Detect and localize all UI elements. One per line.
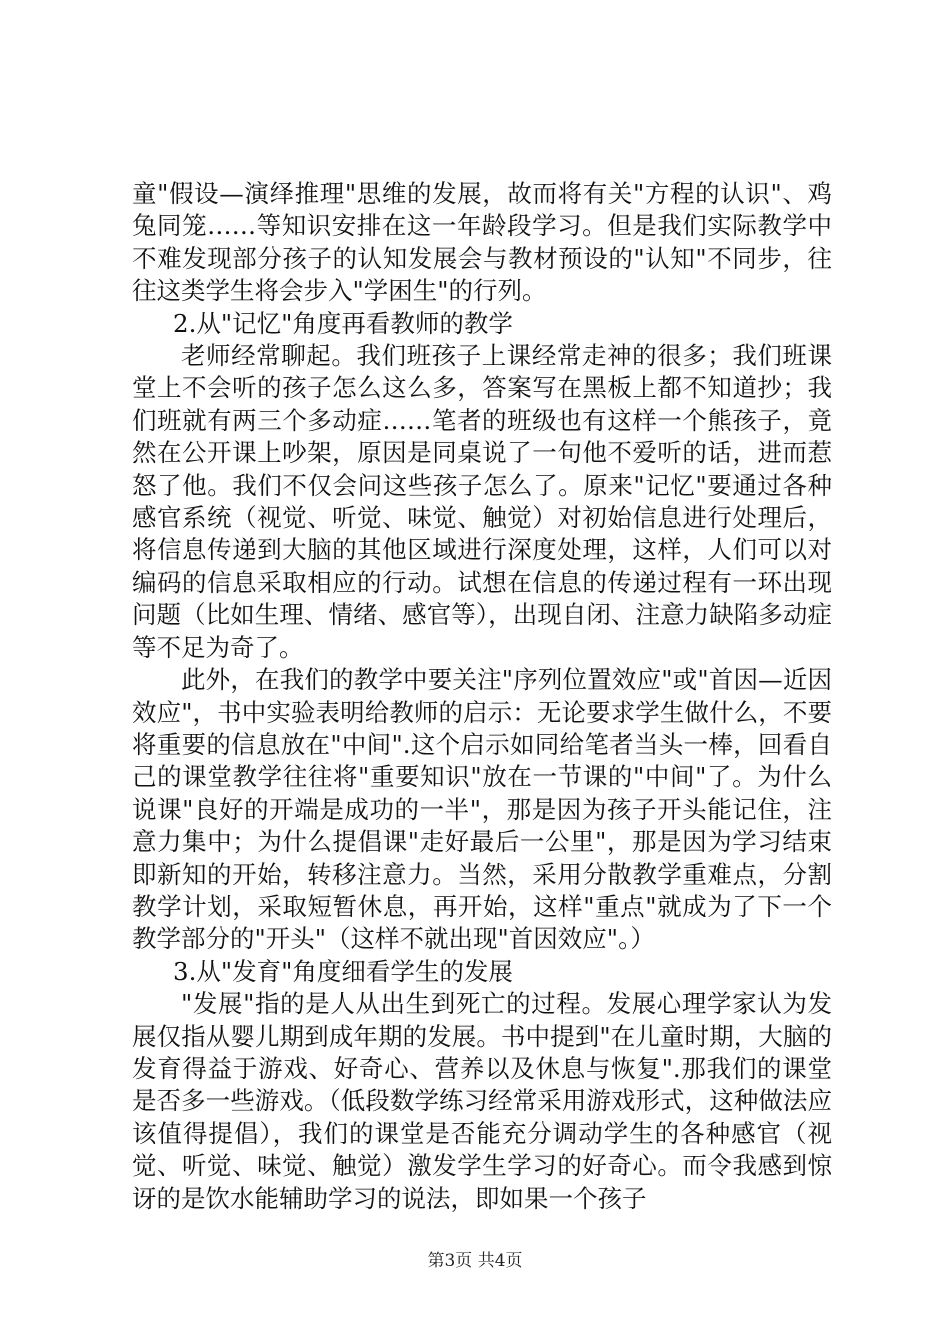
- page-number-footer: 第3页 共4页: [427, 1251, 523, 1271]
- paragraph-primacy-effect: 此外，在我们的教学中要关注"序列位置效应"或"首因—近因效应"，书中实验表明给教师的启示：无论要求学生做什么，不要将重要的信息放在"中间".这个启示如同给笔者当头一棒，回看自己的课堂教学往往将"重要知识"放在一节课的"中间"了。为什么说课"良好的开端是成功的一半"，那是因为孩子开头能记住，注意力集中；为什么提倡课"走好最后一公里"，那是因为学习结束即新知的开始，转移注意力。当然，采用分散教学重难点，分割教学计划，采取短暂休息，再开始，这样"重点"就成为了下一个教学部分的"开头"（这样不就出现"首因效应"。）: [132, 665, 832, 954]
- paragraph-continued: 童"假设—演绎推理"思维的发展，故而将有关"方程的认识"、鸡兔同笼……等知识安排在这一年龄段学习。但是我们实际教学中不难发现部分孩子的认知发展会与教材预设的"认知"不同步，往往这类学生将会步入"学困生"的行列。: [132, 179, 832, 306]
- paragraph-development: "发展"指的是人从出生到死亡的过程。发展心理学家认为发展仅指从婴儿期到成年期的发展。书中提到"在儿童时期，大脑的发育得益于游戏、好奇心、营养以及休息与恢复".那我们的课堂是否多一些游戏。（低段数学练习经常采用游戏形式，这种做法应该值得提倡），我们的课堂是否能充分调动学生的各种感官（视觉、听觉、味觉、触觉）激发学生学习的好奇心。而令我感到惊讶的是饮水能辅助学习的说法，即如果一个孩子: [132, 989, 832, 1213]
- section-heading-development: 3.从"发育"角度细看学生的发展: [173, 956, 513, 986]
- paragraph-memory-problems: 老师经常聊起。我们班孩子上课经常走神的很多；我们班课堂上不会听的孩子怎么这么多，答案写在黑板上都不知道抄；我们班就有两三个多动症……笔者的班级也有这样一个熊孩子，竟然在公开课上吵架，原因是同桌说了一句他不爱听的话，进而惹怒了他。我们不仅会问这些孩子怎么了。原来"记忆"要通过各种感官系统（视觉、听觉、味觉、触觉）对初始信息进行处理后，将信息传递到大脑的其他区域进行深度处理，这样，人们可以对编码的信息采取相应的行动。试想在信息的传递过程有一环出现问题（比如生理、情绪、感官等），出现自闭、注意力缺陷多动症等不足为奇了。: [132, 341, 832, 662]
- section-heading-memory: 2.从"记忆"角度再看教师的教学: [173, 308, 513, 338]
- document-body: [132, 178, 832, 1215]
